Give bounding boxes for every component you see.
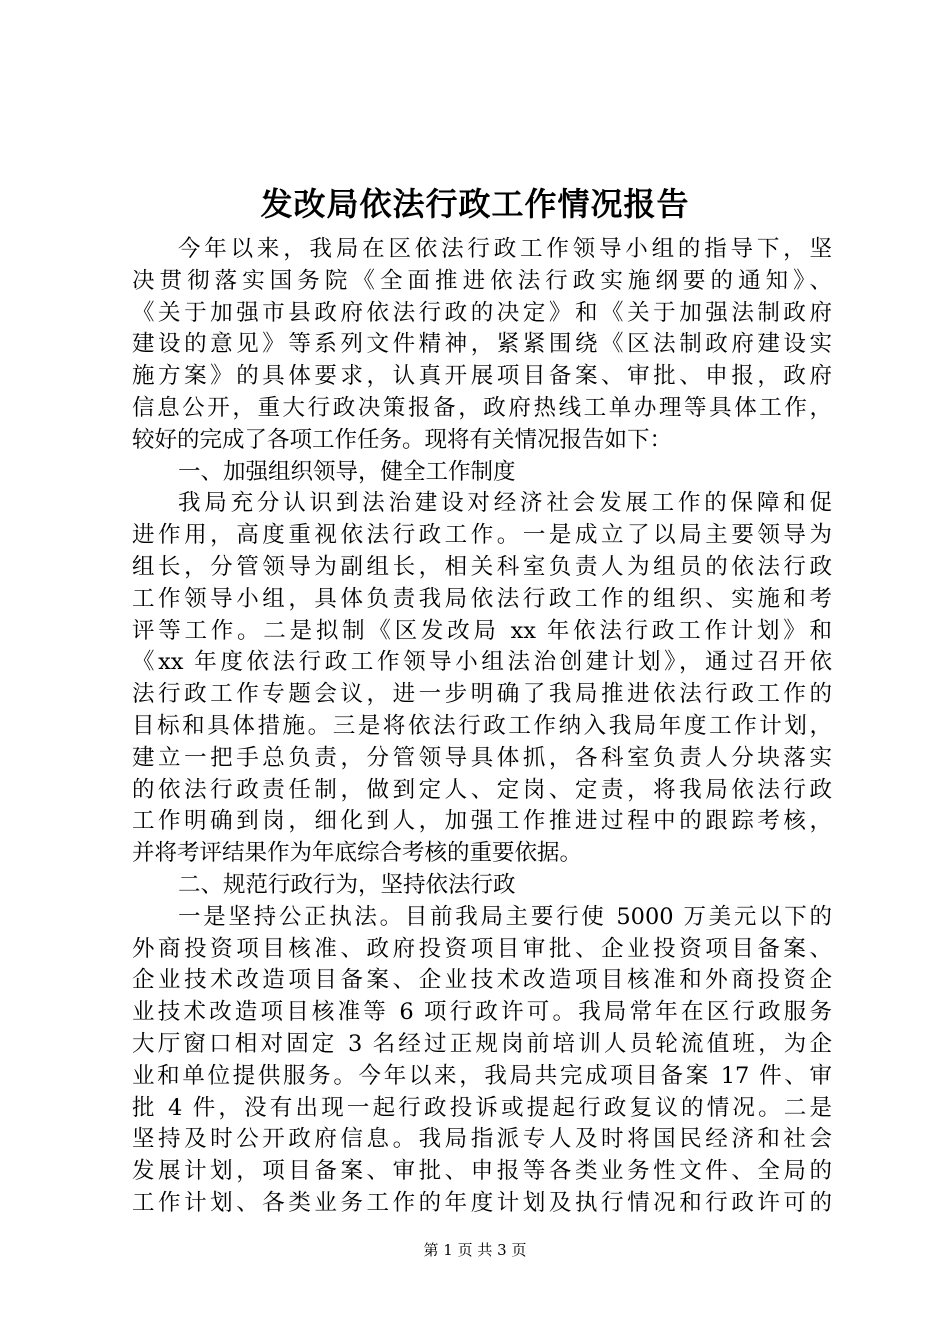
body-line: 评等工作。二是拟制《区发改局 xx 年依法行政工作计划》和 (132, 617, 832, 644)
body-line: 今年以来，我局在区依法行政工作领导小组的指导下，坚 (178, 236, 832, 262)
body-line: 工作计划、各类业务工作的年度计划及执行情况和行政许可的 (132, 1189, 832, 1216)
body-line: 我局充分认识到法治建设对经济社会发展工作的保障和促 (178, 490, 832, 517)
body-line: 目标和具体措施。三是将依法行政工作纳入我局年度工作计划， (132, 712, 832, 739)
section-heading: 二、规范行政行为，坚持依法行政 (178, 871, 516, 898)
body-line: 工作明确到岗，细化到人，加强工作推进过程中的跟踪考核， (132, 808, 832, 835)
body-line: 企业技术改造项目备案、企业技术改造项目核准和外商投资企 (132, 967, 832, 994)
body-line: 组长，分管领导为副组长，相关科室负责人为组员的依法行政 (132, 553, 832, 580)
body-line: 业和单位提供服务。今年以来，我局共完成项目备案 17 件、审 (132, 1062, 832, 1089)
body-line: 业技术改造项目核准等 6 项行政许可。我局常年在区行政服务 (132, 999, 832, 1026)
body-line: 一是坚持公正执法。目前我局主要行使 5000 万美元以下的 (178, 903, 832, 930)
body-line: 外商投资项目核准、政府投资项目审批、企业投资项目备案、 (132, 935, 832, 962)
body-line: 信息公开，重大行政决策报备，政府热线工单办理等具体工作， (132, 394, 832, 421)
body-line: 法行政工作专题会议，进一步明确了我局推进依法行政工作的 (132, 681, 832, 708)
body-line: 施方案》的具体要求，认真开展项目备案、审批、申报，政府 (132, 363, 832, 390)
body-line: 建设的意见》等系列文件精神，紧紧围绕《区法制政府建设实 (132, 331, 832, 358)
body-line: 的依法行政责任制，做到定人、定岗、定责，将我局依法行政 (132, 776, 832, 803)
body-line: 进作用，高度重视依法行政工作。一是成立了以局主要领导为 (132, 522, 832, 549)
body-line: 决贯彻落实国务院《全面推进依法行政实施纲要的通知》、 (132, 267, 832, 294)
body-line: 并将考评结果作为年底综合考核的重要依据。 (132, 840, 583, 867)
body-line: 较好的完成了各项工作任务。现将有关情况报告如下： (132, 426, 673, 453)
body-line: 建立一把手总负责，分管领导具体抓，各科室负责人分块落实 (132, 744, 832, 771)
document-title: 发改局依法行政工作情况报告 (260, 185, 690, 223)
body-line: 发展计划，项目备案、审批、申报等各类业务性文件、全局的 (132, 1158, 832, 1185)
body-line: 批 4 件，没有出现一起行政投诉或提起行政复议的情况。二是 (132, 1094, 832, 1121)
body-line: 《关于加强市县政府依法行政的决定》和《关于加强法制政府 (132, 299, 832, 326)
page-number-footer: 第 1 页 共 3 页 (423, 1241, 527, 1259)
body-line: 《xx 年度依法行政工作领导小组法治创建计划》，通过召开依 (132, 649, 832, 676)
document-body (132, 234, 832, 1220)
body-line: 坚持及时公开政府信息。我局指派专人及时将国民经济和社会 (132, 1126, 832, 1153)
section-heading: 一、加强组织领导，健全工作制度 (178, 458, 516, 485)
body-line: 大厅窗口相对固定 3 名经过正规岗前培训人员轮流值班，为企 (132, 1030, 832, 1057)
body-line: 工作领导小组，具体负责我局依法行政工作的组织、实施和考 (132, 585, 832, 612)
